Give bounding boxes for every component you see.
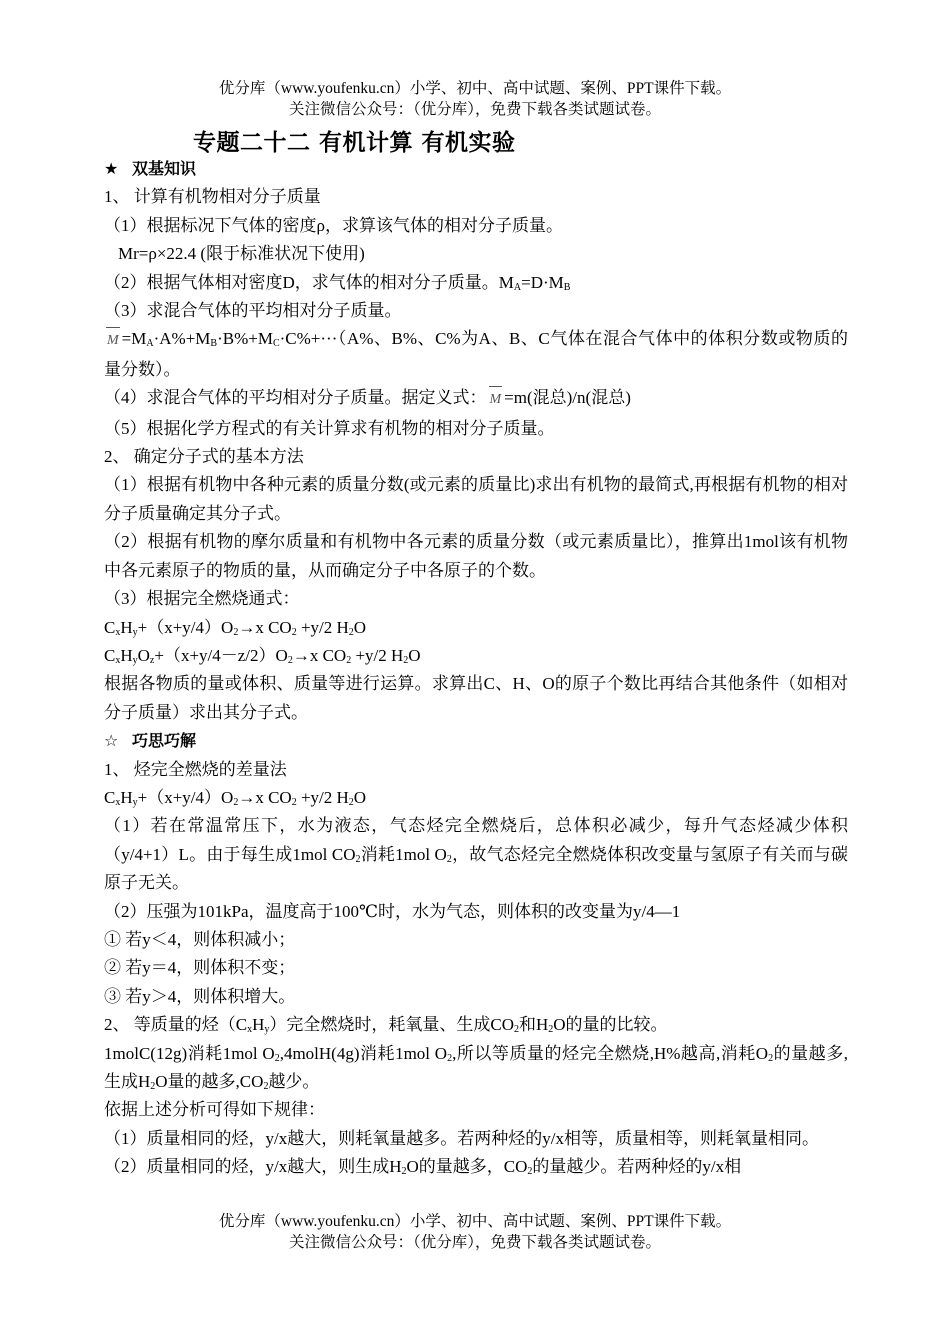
- rule-1: （1）质量相同的烃，y/x越大，则耗氧量越多。若两种烃的y/x相等，质量相等，则耗氧量相同。: [104, 1128, 819, 1148]
- section-heading-tips: ☆ 巧思巧解: [104, 727, 848, 755]
- footer-line-2: 关注微信公众号：（优分库），免费下载各类试题试卷。: [288, 1234, 661, 1251]
- item-2-title: 2、 确定分子式的基本方法: [104, 447, 304, 467]
- document-body: [104, 155, 848, 1182]
- formula-mr: Mr=ρ×22.4 (限于标准状况下使用): [118, 244, 365, 264]
- page-title: 专题二十二 有机计算 有机实验: [193, 130, 516, 156]
- star-icon: ★: [104, 159, 119, 178]
- para-1-4: （4）求混合气体的平均相对分子质量。据定义式： M =m(混总)/n(混总): [104, 384, 848, 414]
- rule-2: （2）质量相同的烃，y/x越大，则生成$H_2O$的量越多，$CO_2$的量越少。若两种烃的y/x相: [104, 1157, 742, 1178]
- hollow-star-icon: ☆: [104, 731, 119, 751]
- equation-oxygenated-combustion: $C_xH_yO_z+(x+y/4-z/2)O_2\to x$ $CO_2 +y/2$ $H_2O$: [104, 645, 421, 666]
- header-line-2: 关注微信公众号：（优分库），免费下载各类试题试卷。: [288, 101, 661, 118]
- para-2-3-after: 根据各物质的量或体积、质量等进行运算。求算出C、H、O的原子个数比再结合其他条件（如相对分子质量）求出其分子式。: [104, 674, 848, 722]
- para-2-1: （1）根据有机物中各种元素的质量分数(或元素的质量比)求出有机物的最简式,再根据有机物的相对分子质量确定其分子式。: [104, 475, 848, 523]
- equation-hydrocarbon-combustion-2: $C_xH_y+(x+y/4)O_2\to x$ $CO_2 +y/2$ $H_2O$: [104, 787, 367, 808]
- para-1-5: （5）根据化学方程式的有关计算求有机物的相对分子质量。: [104, 418, 555, 438]
- rule-intro: 依据上述分析可得如下规律：: [104, 1100, 325, 1120]
- section-heading-basics: ★ 双基知识: [104, 155, 848, 183]
- footer-line-1: 优分库（www.youfenku.cn）小学、初中、高中试题、案例、PPT课件下载。: [218, 1213, 732, 1230]
- case-2: ② 若y＝4，则体积不变；: [104, 958, 296, 978]
- tip-2-title: 2、 等质量的烃$(C_xH_y)$完全燃烧时，耗氧量、生成$CO_2$和$H_2O$的量的比较。: [104, 1015, 668, 1036]
- para-1-2: （2）根据气体相对密度D，求气体的相对分子质量。$M_A=D\cdot M_B$: [104, 272, 571, 293]
- m-bar-symbol: M: [487, 386, 505, 414]
- tip-1-para-1: （1）若在常温常压下，水为液态，气态烃完全燃烧后，总体积必减少，每升气态烃减少体积（y/4+1）L。由于每生成1mol $CO_2$消耗1mol $O_2$，故气态烃完全燃烧体积改变量与氢原子有关而与碳原子无关。: [104, 816, 848, 893]
- formula-average-m: $M =M_A\cdot A\%+M_B\cdot B\%+M_C\cdot C\%+\cdot\cdot\cdot(A\%$、B%、C%为A、B、C气体在混合气体中的体积分数或物质的量分数）。: [104, 329, 848, 379]
- header-line-1: 优分库（www.youfenku.cn）小学、初中、高中试题、案例、PPT课件下载。: [218, 80, 732, 97]
- para-1-1: （1）根据标况下气体的密度ρ，求算该气体的相对分子质量。: [104, 215, 563, 235]
- item-1-title: 1、 计算有机物相对分子质量: [104, 187, 321, 207]
- tip-2-para: 1molC(12g)消耗1mol $O_2,4molH(4g)$消耗1mol $O_2$,所以等质量的烃完全燃烧,H%越高,消耗$O_2$的量越多,生成$H_2O$量的越多$,CO_2$越少。: [104, 1043, 848, 1092]
- equation-hydrocarbon-combustion: $C_xH_y+(x+y/4)O_2\to x$ $CO_2 +y/2$ $H_2O$: [104, 617, 367, 638]
- case-3: ③ 若y＞4，则体积增大。: [104, 986, 296, 1006]
- page-header: [0, 78, 950, 120]
- case-1: ① 若y＜4，则体积减小；: [104, 929, 296, 949]
- para-2-3: （3）根据完全燃烧通式：: [104, 589, 300, 609]
- m-bar-symbol: M: [104, 327, 122, 355]
- page-footer: [0, 1211, 950, 1253]
- para-1-3: （3）求混合气体的平均相对分子质量。: [104, 301, 402, 321]
- tip-1-title: 1、 烃完全燃烧的差量法: [104, 759, 287, 779]
- tip-1-para-2: （2）压强为101kPa，温度高于100℃时，水为气态，则体积的改变量为y/4—1: [104, 901, 681, 921]
- para-2-2: （2）根据有机物的摩尔质量和有机物中各元素的质量分数（或元素质量比），推算出1mol该有机物中各元素原子的物质的量，从而确定分子中各原子的个数。: [104, 532, 848, 580]
